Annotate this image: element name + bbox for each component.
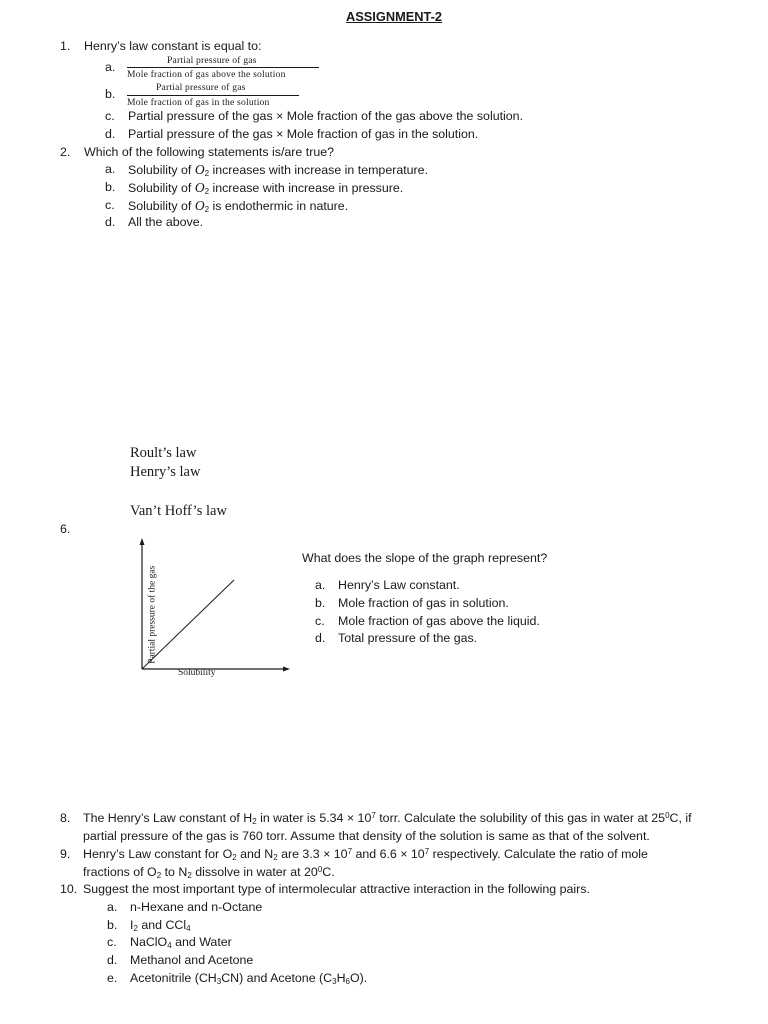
q6-option-d-label: d. <box>315 631 326 645</box>
q2-option-b-label: b. <box>105 180 116 194</box>
q10-option-d-label: d. <box>107 953 118 967</box>
q2-option-d-label: d. <box>105 215 116 229</box>
q10-option-e-text: Acetonitrile $(CH_3CN)$ and Acetone $(C_3H_6O)$. <box>130 971 368 986</box>
q10-option-d-text: Methanol and Acetone <box>130 953 254 967</box>
q1-option-a-numerator: Partial pressure of gas <box>167 55 257 66</box>
q2-option-a-label: a. <box>105 162 116 176</box>
graph-x-arrowhead <box>283 667 290 672</box>
q6-option-d-text: Total pressure of the gas. <box>338 631 478 645</box>
q6-option-c-label: c. <box>315 614 325 628</box>
q2-option-b-text: Solubility of $O_2$ increase with increase in pressure. <box>128 180 404 196</box>
q1-option-b-numerator: Partial pressure of gas <box>156 82 246 93</box>
q10-option-e-label: e. <box>107 971 118 985</box>
graph-y-arrowhead <box>140 538 145 545</box>
graph-y-label: Partial pressure of the gas <box>147 565 158 664</box>
q2-number: 2. <box>60 145 71 159</box>
q1-option-b-fraction-bar <box>127 95 299 96</box>
q2-option-d-text: All the above. <box>128 215 204 229</box>
q10-option-c-label: c. <box>107 935 117 949</box>
q1-option-d-text: Partial pressure of the gas × Mole fraction of gas in the solution. <box>128 127 479 141</box>
q10-option-a-label: a. <box>107 900 118 914</box>
q2-option-c-text: Solubility of $O_2$ is endothermic in nature. <box>128 198 349 214</box>
law-henry: Henry’s law <box>130 464 201 480</box>
q8-line-1: The Henry’s Law constant of $H_2$ in water is $5.34 \times 10^7$ torr. Calculate the solubility of this gas in water at $25^0C$, if <box>83 811 692 826</box>
law-vant-hoff: Van’t Hoff’s law <box>130 503 227 519</box>
q6-option-a-label: a. <box>315 578 326 592</box>
q10-option-a-text: n-Hexane and n-Octane <box>130 900 263 914</box>
page-title: ASSIGNMENT-2 <box>346 9 442 24</box>
q10-number: 10. <box>60 882 78 896</box>
q1-text: Henry’s law constant is equal to: <box>84 39 262 53</box>
q1-option-d-label: d. <box>105 127 116 141</box>
q9-number: 9. <box>60 847 71 861</box>
q6-question: What does the slope of the graph represent? <box>302 551 548 565</box>
q8-number: 8. <box>60 811 71 825</box>
q6-option-c-text: Mole fraction of gas above the liquid. <box>338 614 540 628</box>
q10-option-b-label: b. <box>107 918 118 932</box>
q6-option-b-label: b. <box>315 596 326 610</box>
q2-option-c-label: c. <box>105 198 115 212</box>
q1-option-a-label: a. <box>105 60 116 74</box>
q1-option-c-text: Partial pressure of the gas × Mole fraction of the gas above the solution. <box>128 109 524 123</box>
q1-option-b-label: b. <box>105 87 116 101</box>
q6-option-b-text: Mole fraction of gas in solution. <box>338 596 509 610</box>
q6-number: 6. <box>60 522 71 536</box>
q9-line-2: fractions of $O_2$ to $N_2$ dissolve in water at $20^0C$. <box>83 865 335 880</box>
q10-option-b-text: $I_2$ and CCl$_4$ <box>130 918 191 933</box>
q8-line-2: partial pressure of the gas is 760 torr. Assume that density of the solution is same as that of the solvent. <box>83 829 650 843</box>
q1-number: 1. <box>60 39 71 53</box>
q1-option-b-denominator: Mole fraction of gas in the solution <box>127 97 270 108</box>
q2-option-a-text: Solubility of $O_2$ increases with increase in temperature. <box>128 162 429 178</box>
q1-option-a-fraction-bar <box>127 67 319 68</box>
q10-text: Suggest the most important type of intermolecular attractive interaction in the following pairs. <box>83 882 590 896</box>
q6-option-a-text: Henry’s Law constant. <box>338 578 460 592</box>
law-roult: Roult’s law <box>130 445 197 461</box>
q10-option-c-text: NaClO$_4$ and Water <box>130 935 232 950</box>
q1-option-a-denominator: Mole fraction of gas above the solution <box>127 69 286 80</box>
q9-line-1: Henry’s Law constant for $O_2$ and $N_2$ are $3.3 \times 10^7$ and $6.6 \times 10^7$ respectively. Calculate the ratio of mole <box>83 847 648 862</box>
graph-x-label: Solubility <box>178 668 216 678</box>
q2-text: Which of the following statements is/are true? <box>84 145 334 159</box>
q1-option-c-label: c. <box>105 109 115 123</box>
